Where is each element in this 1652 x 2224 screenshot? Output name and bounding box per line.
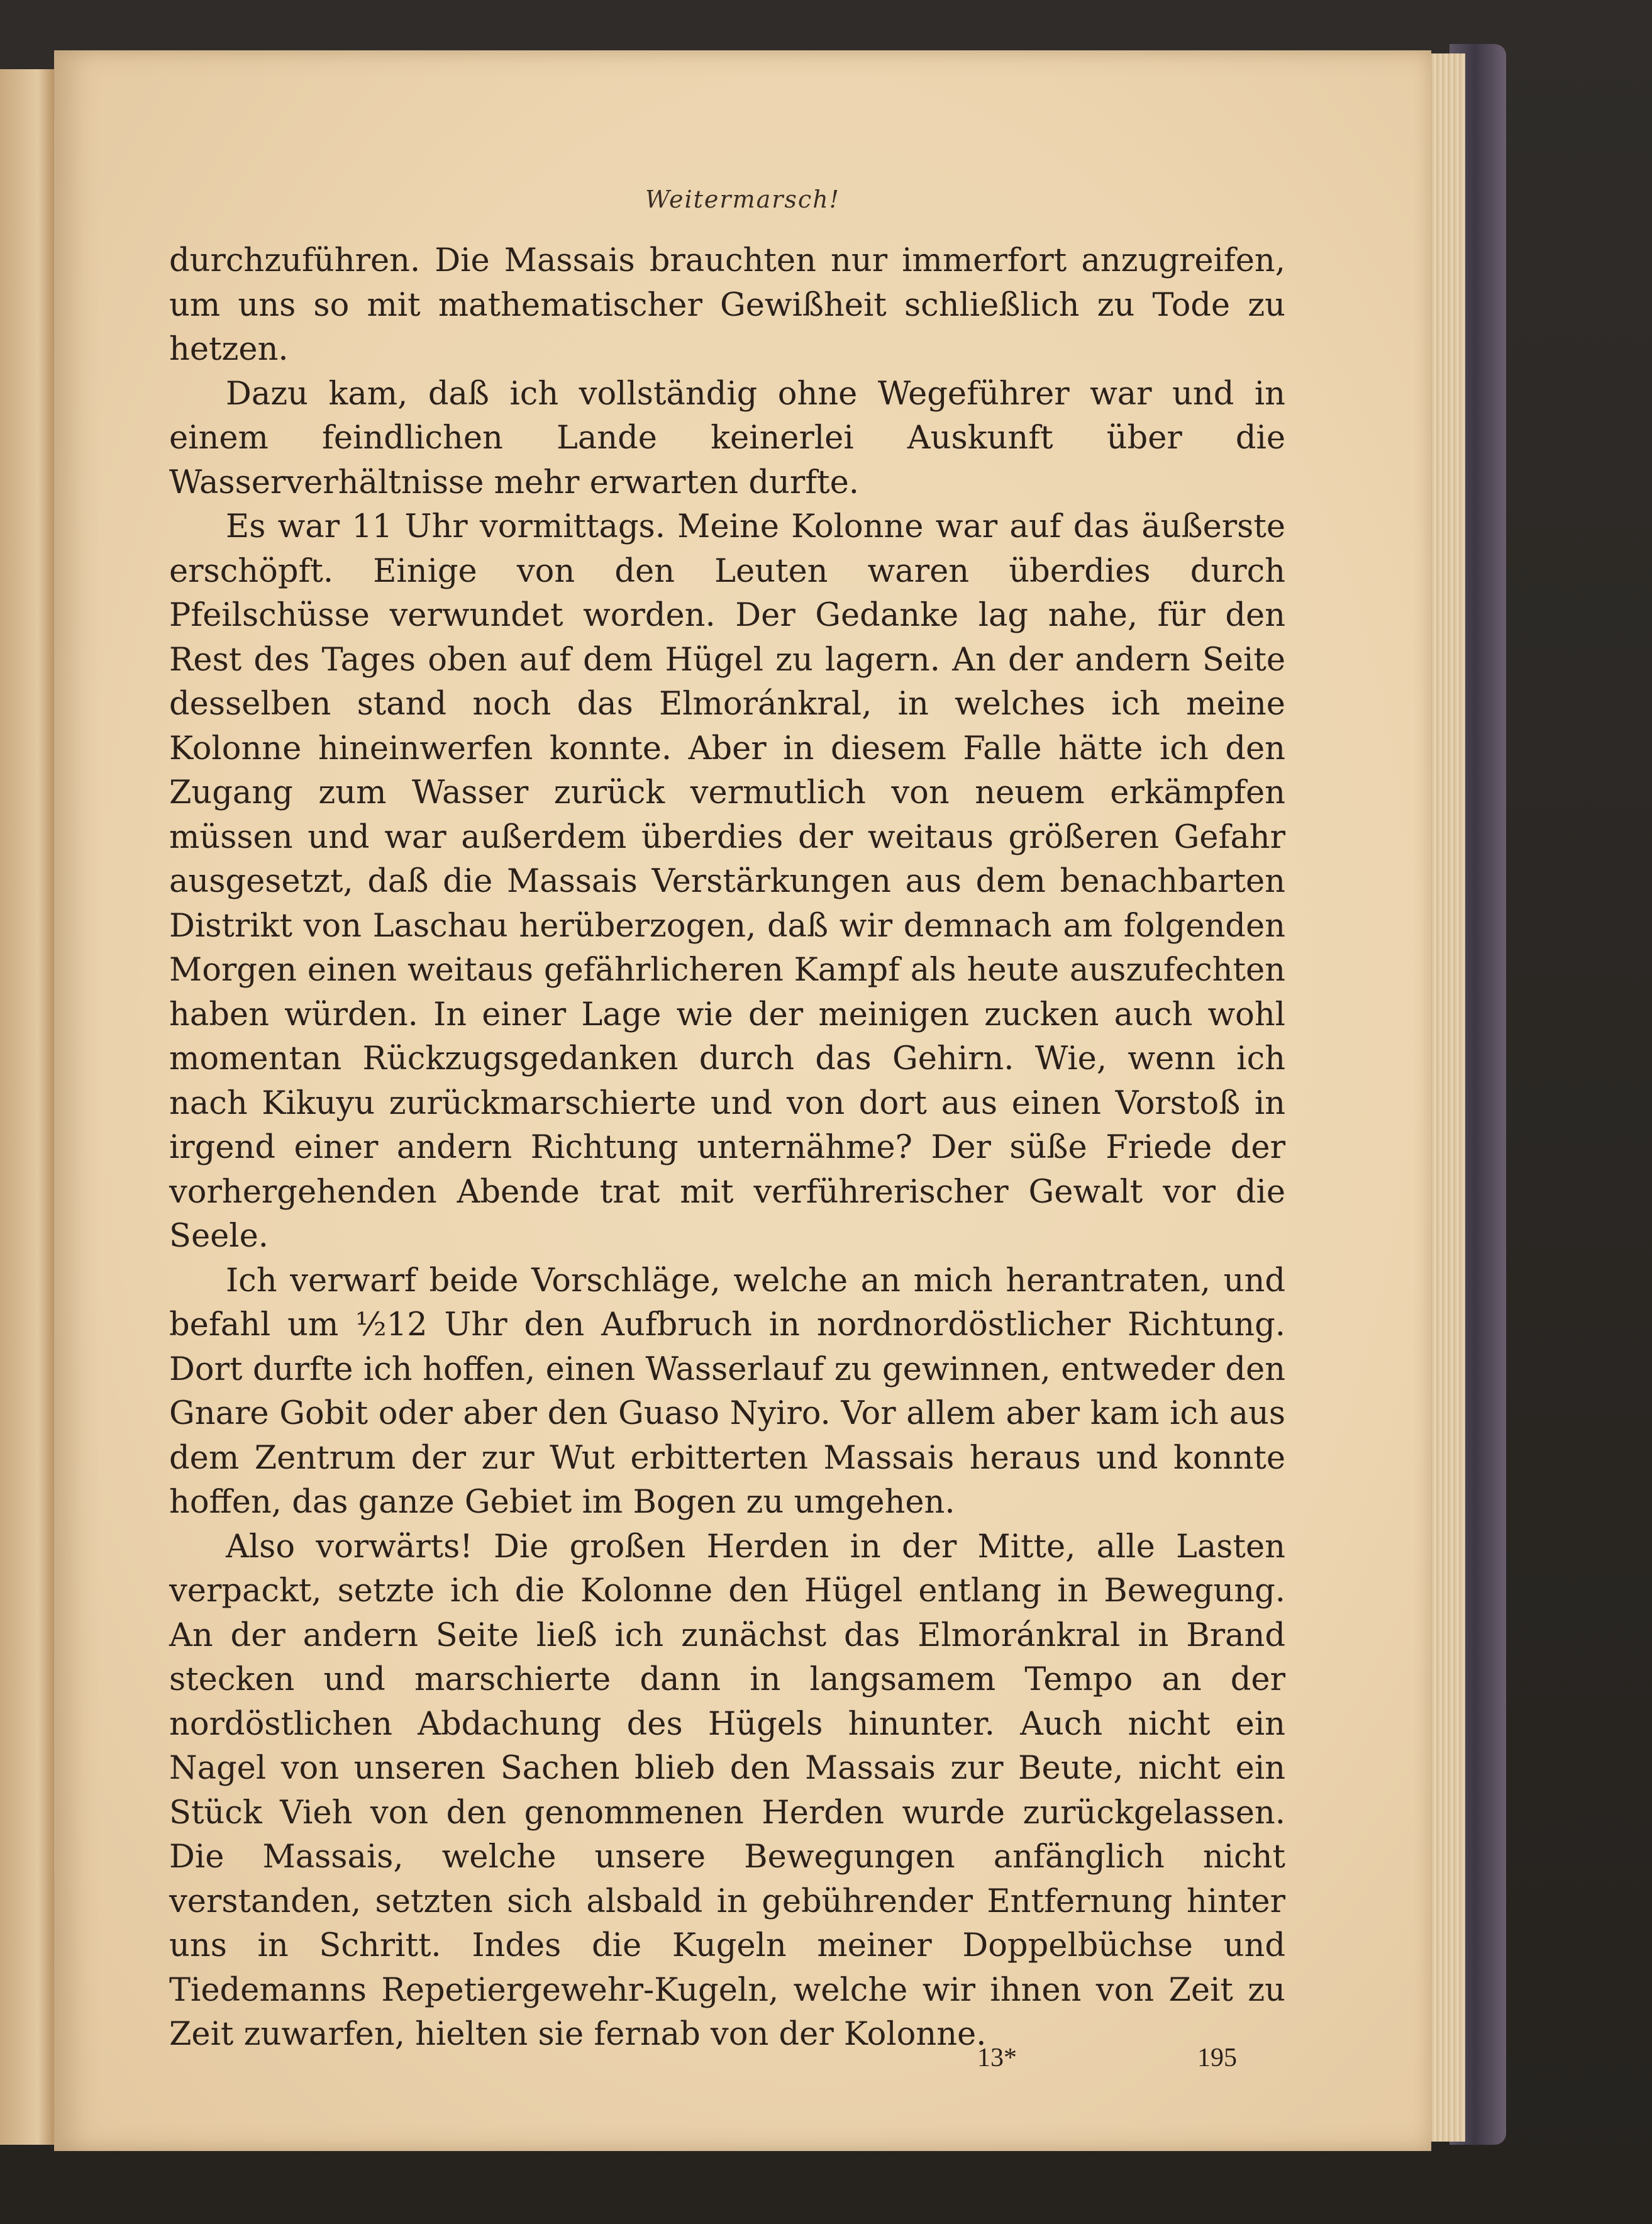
paragraph-1: durchzuführen. Die Massais brauchten nur immerfort anzugreifen, um uns so mit mathematischer Gewißheit schließlich zu Tode zu hetzen. [169,242,1285,368]
signature-mark: 13* [977,2043,1017,2072]
running-head: Weitermarsch! [645,186,840,213]
paragraph-4: Ich verwarf beide Vorschläge, welche an mich herantraten, und befahl um ½12 Uhr den Aufbruch in nordnordöstlicher Richtung. Dort durfte ich hoffen, einen Wasserlauf zu gewinnen, entweder den Gnare Gobit oder aber den Guaso Nyiro. Vor allem aber kam ich aus dem Zentrum der zur Wut erbitterten Massais heraus und konnte hoffen, das ganze Gebiet im Bogen zu umgehen. [169,1262,1285,1521]
facing-page-edge [0,69,57,2145]
book-page [54,50,1431,2151]
page-number: 195 [1197,2043,1237,2072]
body-text [169,239,1285,2057]
paragraph-5: Also vorwärts! Die großen Herden in der Mitte, alle Lasten verpackt, setzte ich die Kolonne den Hügel entlang in Bewegung. An der andern Seite ließ ich zunächst das Elmoránkral in Brand stecken und marschierte dann in langsamem Tempo an der nordöstlichen Abdachung des Hügels hinunter. Auch nicht ein Nagel von unseren Sachen blieb den Massais zur Beute, nicht ein Stück Vieh von den genommenen Herden wurde zurückgelassen. Die Massais, welche unsere Bewegungen anfänglich nicht verstanden, setzten sich alsbald in gebührender Entfernung hinter uns in Schritt. Indes die Kugeln meiner Doppelbüchse und Tiedemanns Repetiergewehr-Kugeln, welche wir ihnen von Zeit zu Zeit zuwarfen, hielten sie fernab von der Kolonne. [169,1528,1285,2053]
paragraph-3: Es war 11 Uhr vormittags. Meine Kolonne war auf das äußerste erschöpft. Einige von den Leuten waren überdies durch Pfeilschüsse verwundet worden. Der Gedanke lag nahe, für den Rest des Tages oben auf dem Hügel zu lagern. An der andern Seite desselben stand noch das Elmoránkral, in welches ich meine Kolonne hineinwerfen konnte. Aber in diesem Falle hätte ich den Zugang zum Wasser zurück vermutlich von neuem erkämpfen müssen und war außerdem überdies der weitaus größeren Gefahr ausgesetzt, daß die Massais Verstärkungen aus dem benachbarten Distrikt von Laschau herüberzogen, daß wir demnach am folgenden Morgen einen weitaus gefährlicheren Kampf als heute auszufechten haben würden. In einer Lage wie der meinigen zucken auch wohl momentan Rückzugsgedanken durch das Gehirn. Wie, wenn ich nach Kikuyu zurückmarschierte und von dort aus einen Vorstoß in irgend einer andern Richtung unternähme? Der süße Friede der vorhergehenden Abende trat mit verführerischer Gewalt vor die Seele. [169,508,1285,1255]
paragraph-2: Dazu kam, daß ich vollständig ohne Wegeführer war und in einem feindlichen Lande keinerlei Auskunft über die Wasserverhältnisse mehr erwarten durfte. [169,375,1285,501]
